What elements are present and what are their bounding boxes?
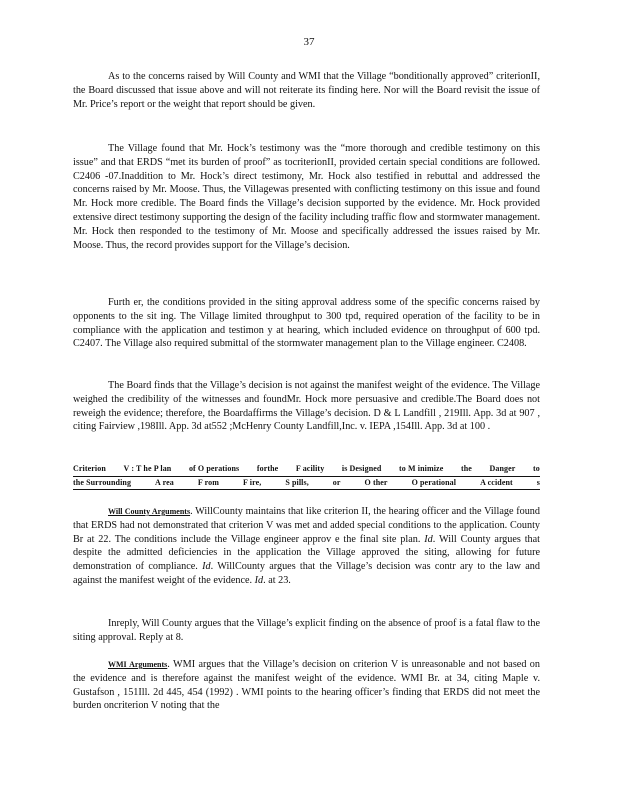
- page-number: 37: [303, 36, 315, 48]
- wmi-text: . WMI argues that the Village’s decision on criterion V is unreasonable and not based on the evidence and is therefore against the manifest weight of the evidence. WMI Br. at 34, citing Maple v. Gustafson , 151Ill. 2d 445, 454 (1992) . WMI points to the hearing officer’s finding that ERDS did not meet the burden oncriterion V noting that the: [73, 659, 540, 712]
- wmi-arguments-label: WMI Arguments: [108, 660, 168, 669]
- heading-word: to M inimize: [399, 464, 444, 473]
- paragraph-wmi-arguments: [73, 658, 540, 713]
- heading-word: forthe: [256, 464, 279, 473]
- criterion-v-heading: [73, 463, 540, 490]
- will-county-arguments-label: Will County Arguments: [108, 507, 191, 516]
- heading-word: is Designed: [341, 464, 382, 473]
- heading-word: the: [460, 464, 472, 473]
- heading-word: to: [533, 464, 540, 473]
- paragraph-siting-conditions: Furth er, the conditions provided in the siting approval address some of the specific concerns raised by opponents to the sit ing. The Village limited throughput to 300 tpd, required operation of the facility to be in compliance with the application and testimon y at hearing, which included evidence on throughput of 600 tpd. C2407. The Village also required submittal of the stormwater management plan to the Village engineer. C2408.: [73, 297, 540, 350]
- heading-word: A rea: [155, 477, 174, 487]
- heading-word: of O perations: [188, 464, 240, 473]
- heading-word: O ther: [364, 477, 388, 487]
- will-county-text: . WillCounty maintains that like criterion II, the hearing officer and the Village found that ERDS had not demonstrated that criterion V was met and added special conditions to the application. County Br at 22. The conditions include the Village engineer approv e the final site plan.: [73, 506, 540, 545]
- heading-word: or: [332, 477, 341, 487]
- heading-word: s: [536, 477, 540, 487]
- heading-line-2: [73, 477, 540, 491]
- heading-word: S pills,: [285, 477, 309, 487]
- heading-word: Danger: [489, 464, 516, 473]
- heading-word: F acility: [295, 464, 325, 473]
- paragraph-criterion-ii-concerns: As to the concerns raised by Will County and WMI that the Village “bonditionally approved” criterionII, the Board discussed that issue above and will not reiterate its finding here. Nor will the Board revisit the issue of Mr. Price’s report or the weight that report should be given.: [73, 71, 540, 110]
- paragraph-will-county-reply: Inreply, Will County argues that the Village’s explicit finding on the absence of proof is a fatal flaw to the siting approval. Reply at 8.: [73, 618, 540, 643]
- id-citation: Id: [424, 533, 433, 545]
- will-county-text: . WillCounty argues that the Village’s decision was contr ary to the law and against the manifest weight of the evidence.: [73, 561, 540, 586]
- id-citation: Id: [202, 561, 211, 573]
- heading-word: Criterion: [73, 464, 106, 473]
- paragraph-will-county-arguments: [73, 505, 540, 588]
- heading-word: O perational: [411, 477, 457, 487]
- paragraph-hock-testimony: The Village found that Mr. Hock’s testimony was the “more thorough and credible testimony on this issue” and that ERDS “met its burden of proof” as tocriterionII, provided certain special conditions are followed. C2406 -07.Inaddition to Mr. Hock’s direct testimony, Mr. Hock also testified in rebuttal and addressed the concerns raised by Mr. Moose. Thus, the Villagewas presented with conflicting testimony on this issue and found Mr. Hock more credible. The Board finds the Village’s decision supported by the evidence. Mr. Hock provided extensive direct testimony supporting the design of the facility including traffic flow and stormwater management. Mr. Hock then responded to the testimony of Mr. Moose and specifically addressed the issues raised by Mr. Moose. Thus, the record provides support for the Village’s decision.: [73, 143, 540, 251]
- will-county-text: . at 23.: [263, 574, 291, 586]
- heading-line-1: [73, 463, 540, 477]
- will-county-text: . Will County argues that despite the admitted deficiencies in the application the Village approved the siting, allowing for future demonstration of compliance.: [73, 533, 540, 573]
- heading-word: V : T he P lan: [123, 464, 172, 473]
- heading-word: F ire,: [242, 477, 262, 487]
- heading-word: the Surrounding: [73, 477, 132, 487]
- heading-word: A ccident: [480, 477, 513, 487]
- id-citation: Id: [254, 574, 264, 586]
- paragraph-board-finding: The Board finds that the Village’s decision is not against the manifest weight of the evidence. The Village weighed the credibility of the witnesses and foundMr. Hock more persuasive and credible.The Board does not reweigh the evidence; therefore, the Boardaffirms the Village’s decision. D & L Landfill , 219Ill. App. 3d at 907 , citing Fairview ,198Ill. App. 3d at552 ;McHenry County Landfill,Inc. v. IEPA ,154Ill. App. 3d at 100 .: [73, 380, 540, 433]
- heading-word: F rom: [197, 477, 219, 487]
